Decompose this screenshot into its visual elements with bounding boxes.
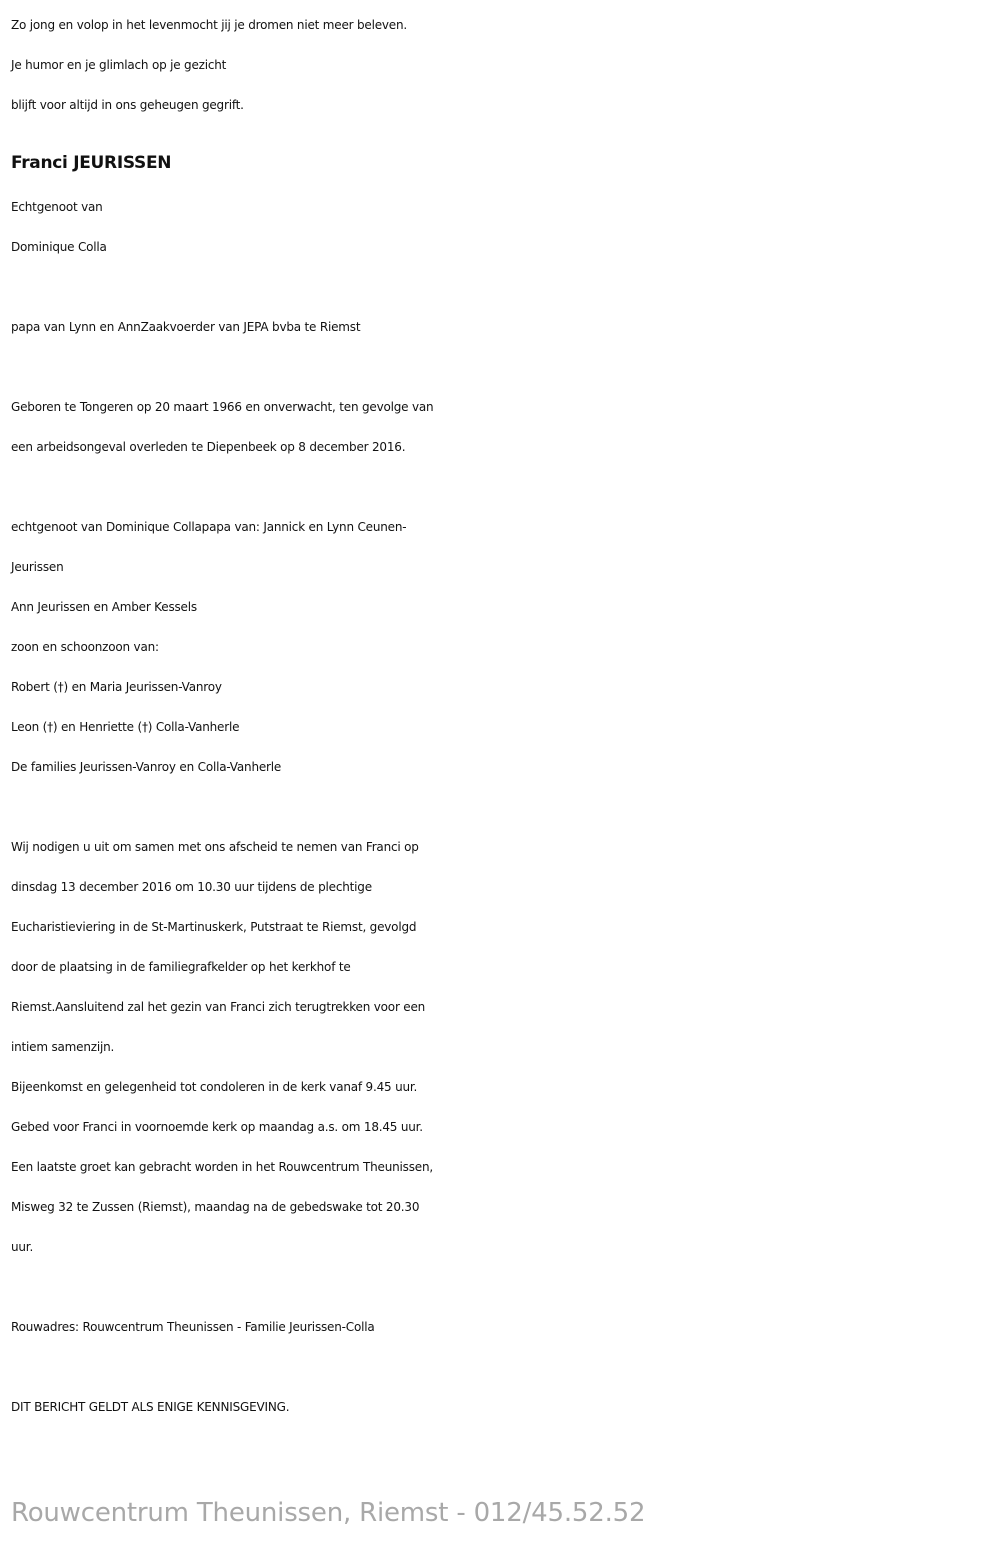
family-line: Jeurissen [11, 560, 64, 574]
spacer [11, 467, 991, 507]
family-list [11, 507, 991, 787]
ceremony-line: Eucharistieviering in de St-Martinuskerk, Putstraat te Riemst, gevolgd [11, 920, 417, 934]
paragraph-line: Geboren te Tongeren op 20 maart 1966 en onverwacht, ten gevolge van [11, 400, 434, 414]
obituary-notice [11, 5, 991, 1427]
family-line: Robert (†) en Maria Jeurissen-Vanroy [11, 680, 222, 694]
spouse-intro: Echtgenoot van [11, 200, 103, 214]
ceremony-line: uur. [11, 1240, 34, 1254]
family-line: zoon en schoonzoon van: [11, 640, 159, 654]
spouse-name: Dominique Colla [11, 240, 107, 254]
verse-line: Je humor en je glimlach op je gezicht [11, 58, 227, 72]
ceremony-line: intiem samenzijn. [11, 1040, 115, 1054]
birth-death-paragraph [11, 387, 991, 467]
spacer [11, 267, 991, 307]
paragraph-line: een arbeidsongeval overleden te Diepenbeek op 8 december 2016. [11, 440, 406, 454]
verse-line: Zo jong en volop in het levenmocht jij je dromen niet meer beleven. [11, 18, 408, 32]
ceremony-line: Bijeenkomst en gelegenheid tot condoleren in de kerk vanaf 9.45 uur. [11, 1080, 418, 1094]
family-line: Leon (†) en Henriette (†) Colla-Vanherle [11, 720, 240, 734]
ceremony-line: Een laatste groet kan gebracht worden in het Rouwcentrum Theunissen, [11, 1160, 433, 1174]
ceremony-paragraph [11, 827, 991, 1267]
family-line: Ann Jeurissen en Amber Kessels [11, 600, 197, 614]
verse-line: blijft voor altijd in ons geheugen gegrift. [11, 98, 244, 112]
deceased-name: Franci JEURISSEN [11, 153, 172, 173]
funeral-home-footer: Rouwcentrum Theunissen, Riemst - 012/45.52.52 [11, 1498, 646, 1528]
ceremony-line: Misweg 32 te Zussen (Riemst), maandag na de gebedswake tot 20.30 [11, 1200, 420, 1214]
ceremony-line: Gebed voor Franci in voornoemde kerk op maandag a.s. om 18.45 uur. [11, 1120, 423, 1134]
ceremony-line: door de plaatsing in de familiegrafkelder op het kerkhof te [11, 960, 351, 974]
ceremony-line: Riemst.Aansluitend zal het gezin van Franci zich terugtrekken voor een [11, 1000, 426, 1014]
spacer [11, 1347, 991, 1387]
official-notice: DIT BERICHT GELDT ALS ENIGE KENNISGEVING. [11, 1400, 290, 1414]
occupation: papa van Lynn en AnnZaakvoerder van JEPA bvba te Riemst [11, 320, 361, 334]
ceremony-line: dinsdag 13 december 2016 om 10.30 uur tijdens de plechtige [11, 880, 372, 894]
spacer [11, 787, 991, 827]
mourning-address: Rouwadres: Rouwcentrum Theunissen - Familie Jeurissen-Colla [11, 1320, 375, 1334]
ceremony-line: Wij nodigen u uit om samen met ons afscheid te nemen van Franci op [11, 840, 419, 854]
spacer [11, 347, 991, 387]
family-line: echtgenoot van Dominique Collapapa van: Jannick en Lynn Ceunen- [11, 520, 407, 534]
verse [11, 5, 991, 125]
family-line: De families Jeurissen-Vanroy en Colla-Vanherle [11, 760, 282, 774]
spacer [11, 1267, 991, 1307]
